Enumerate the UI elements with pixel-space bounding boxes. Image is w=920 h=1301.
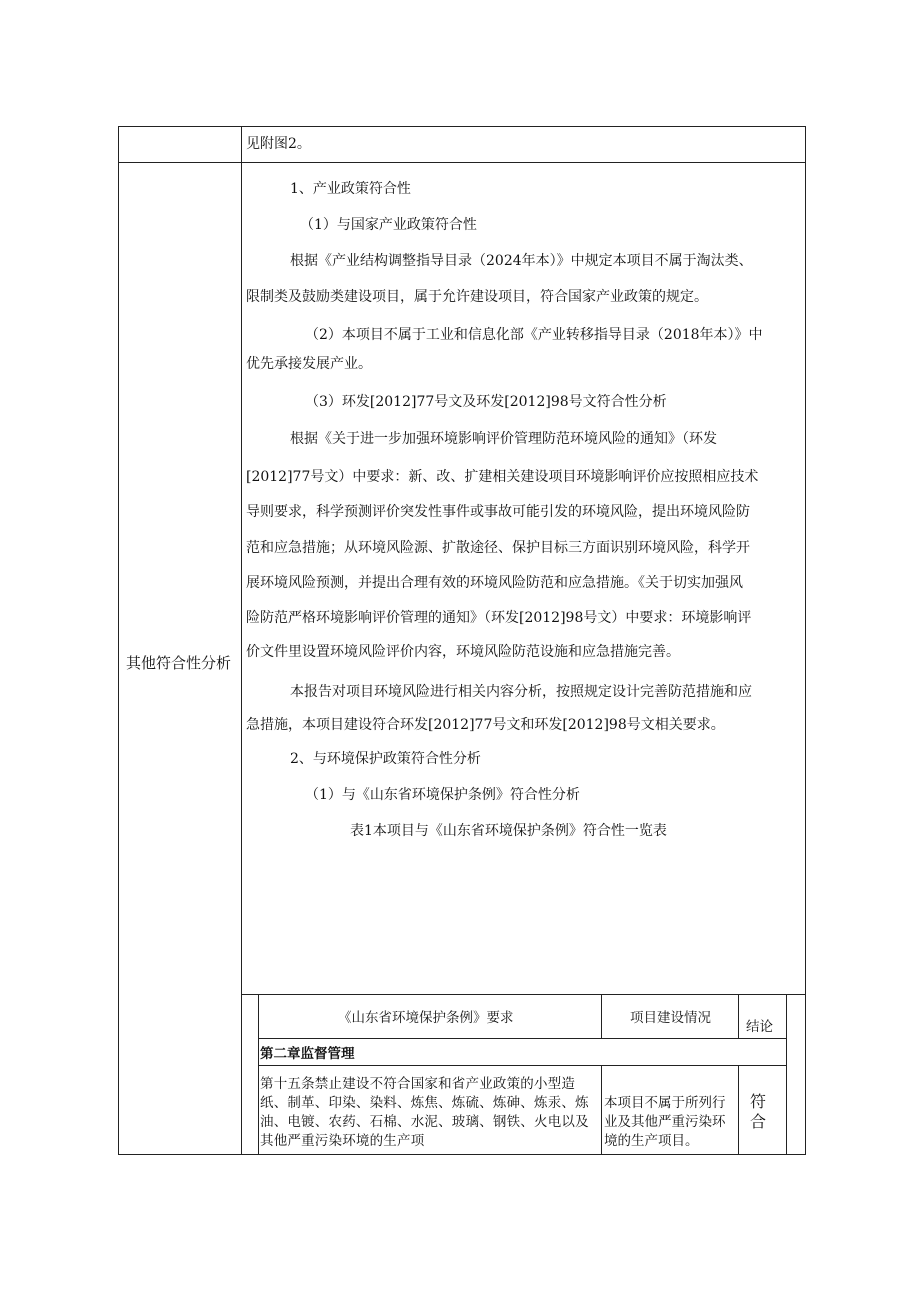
paragraph-line: 范和应急措施；从环境风险源、扩散途径、保护目标三方面识别环境风险，科学开: [246, 540, 750, 556]
inner-chapter-divider: [258, 1065, 786, 1066]
requirement-cell: 第十五条禁止建设不符合国家和省产业政策的小型造纸、制革、印染、染料、炼焦、炼硫、炼砷、炼汞、炼油、电镀、农药、石棉、水泥、玻璃、钢铁、火电以及其他严重污染环境的生产项: [260, 1076, 589, 1149]
subheading-shandong: （1）与《山东省环境保护条例》符合性分析: [305, 787, 580, 803]
row-divider: [118, 162, 806, 163]
inner-col-divider: [738, 994, 739, 1039]
outer-right-border: [805, 126, 806, 1155]
heading-industrial-policy: 1、产业政策符合性: [290, 181, 411, 197]
header-status: 项目建设情况: [630, 1010, 711, 1026]
paragraph-line: 限制类及鼓励类建设项目，属于允许建设项目，符合国家产业政策的规定。: [246, 289, 708, 305]
paragraph-line: 价文件里设置环境风险评价内容，环境风险防范设施和应急措施完善。: [246, 644, 680, 660]
outer-bottom-border: [118, 1154, 806, 1155]
section-label: 其他符合性分析: [126, 654, 232, 672]
paragraph-line: [2012]77号文）中要求：新、改、扩建相关建设项目环境影响评价应按照相应技术: [246, 469, 759, 485]
inner-col-divider: [601, 1065, 602, 1154]
header-conclusion: 结论: [746, 1019, 773, 1035]
paragraph-line: 优先承接发展产业。: [246, 356, 372, 372]
status-cell: 本项目不属于所列行业及其他严重污染环境的生产项目。: [604, 1095, 726, 1149]
chapter-title: 第二章监督管理: [260, 1046, 355, 1062]
heading-env-policy: 2、与环境保护政策符合性分析: [290, 751, 481, 767]
outer-left-border: [118, 126, 119, 1155]
inner-left-border: [258, 994, 259, 1154]
paragraph-line: 展环境风险预测，并提出合理有效的环境风险防范和应急措施。《关于切实加强风: [246, 575, 743, 591]
inner-top-border: [242, 994, 805, 995]
inner-col-divider: [601, 994, 602, 1039]
paragraph-line: 根据《关于进一步加强环境影响评价管理防范环境风险的通知》（环发: [290, 431, 717, 447]
conclusion-cell: 符合: [750, 1092, 767, 1131]
row-prev-text: 见附图2。: [246, 136, 311, 152]
paragraph-line: 险防范严格环境影响评价管理的通知》（环发[2012]98号文）中要求：环境影响评: [246, 610, 752, 626]
paragraph-line: 导则要求，科学预测评价突发性事件或事故可能引发的环境风险，提出环境风险防: [246, 504, 750, 520]
table-caption: 表1本项目与《山东省环境保护条例》符合性一览表: [350, 823, 667, 839]
inner-right-border: [786, 994, 787, 1154]
outer-top-border: [118, 126, 806, 127]
column-divider: [241, 126, 242, 1155]
paragraph-line: 急措施，本项目建设符合环发[2012]77号文和环发[2012]98号文相关要求。: [246, 717, 725, 733]
subheading-huanfa: （3）环发[2012]77号文及环发[2012]98号文符合性分析: [305, 394, 667, 410]
paragraph-line: 根据《产业结构调整指导目录（2024年本）》中规定本项目不属于淘汰类、: [290, 253, 753, 269]
paragraph-line: （2）本项目不属于工业和信息化部《产业转移指导目录（2018年本）》中: [305, 327, 763, 343]
inner-header-divider: [258, 1038, 786, 1039]
header-requirement: 《山东省环境保护条例》要求: [338, 1010, 514, 1026]
inner-col-divider: [738, 1065, 739, 1154]
paragraph-line: 本报告对项目环境风险进行相关内容分析，按照规定设计完善防范措施和应: [290, 684, 752, 700]
subheading-national-policy: （1）与国家产业政策符合性: [300, 217, 477, 233]
